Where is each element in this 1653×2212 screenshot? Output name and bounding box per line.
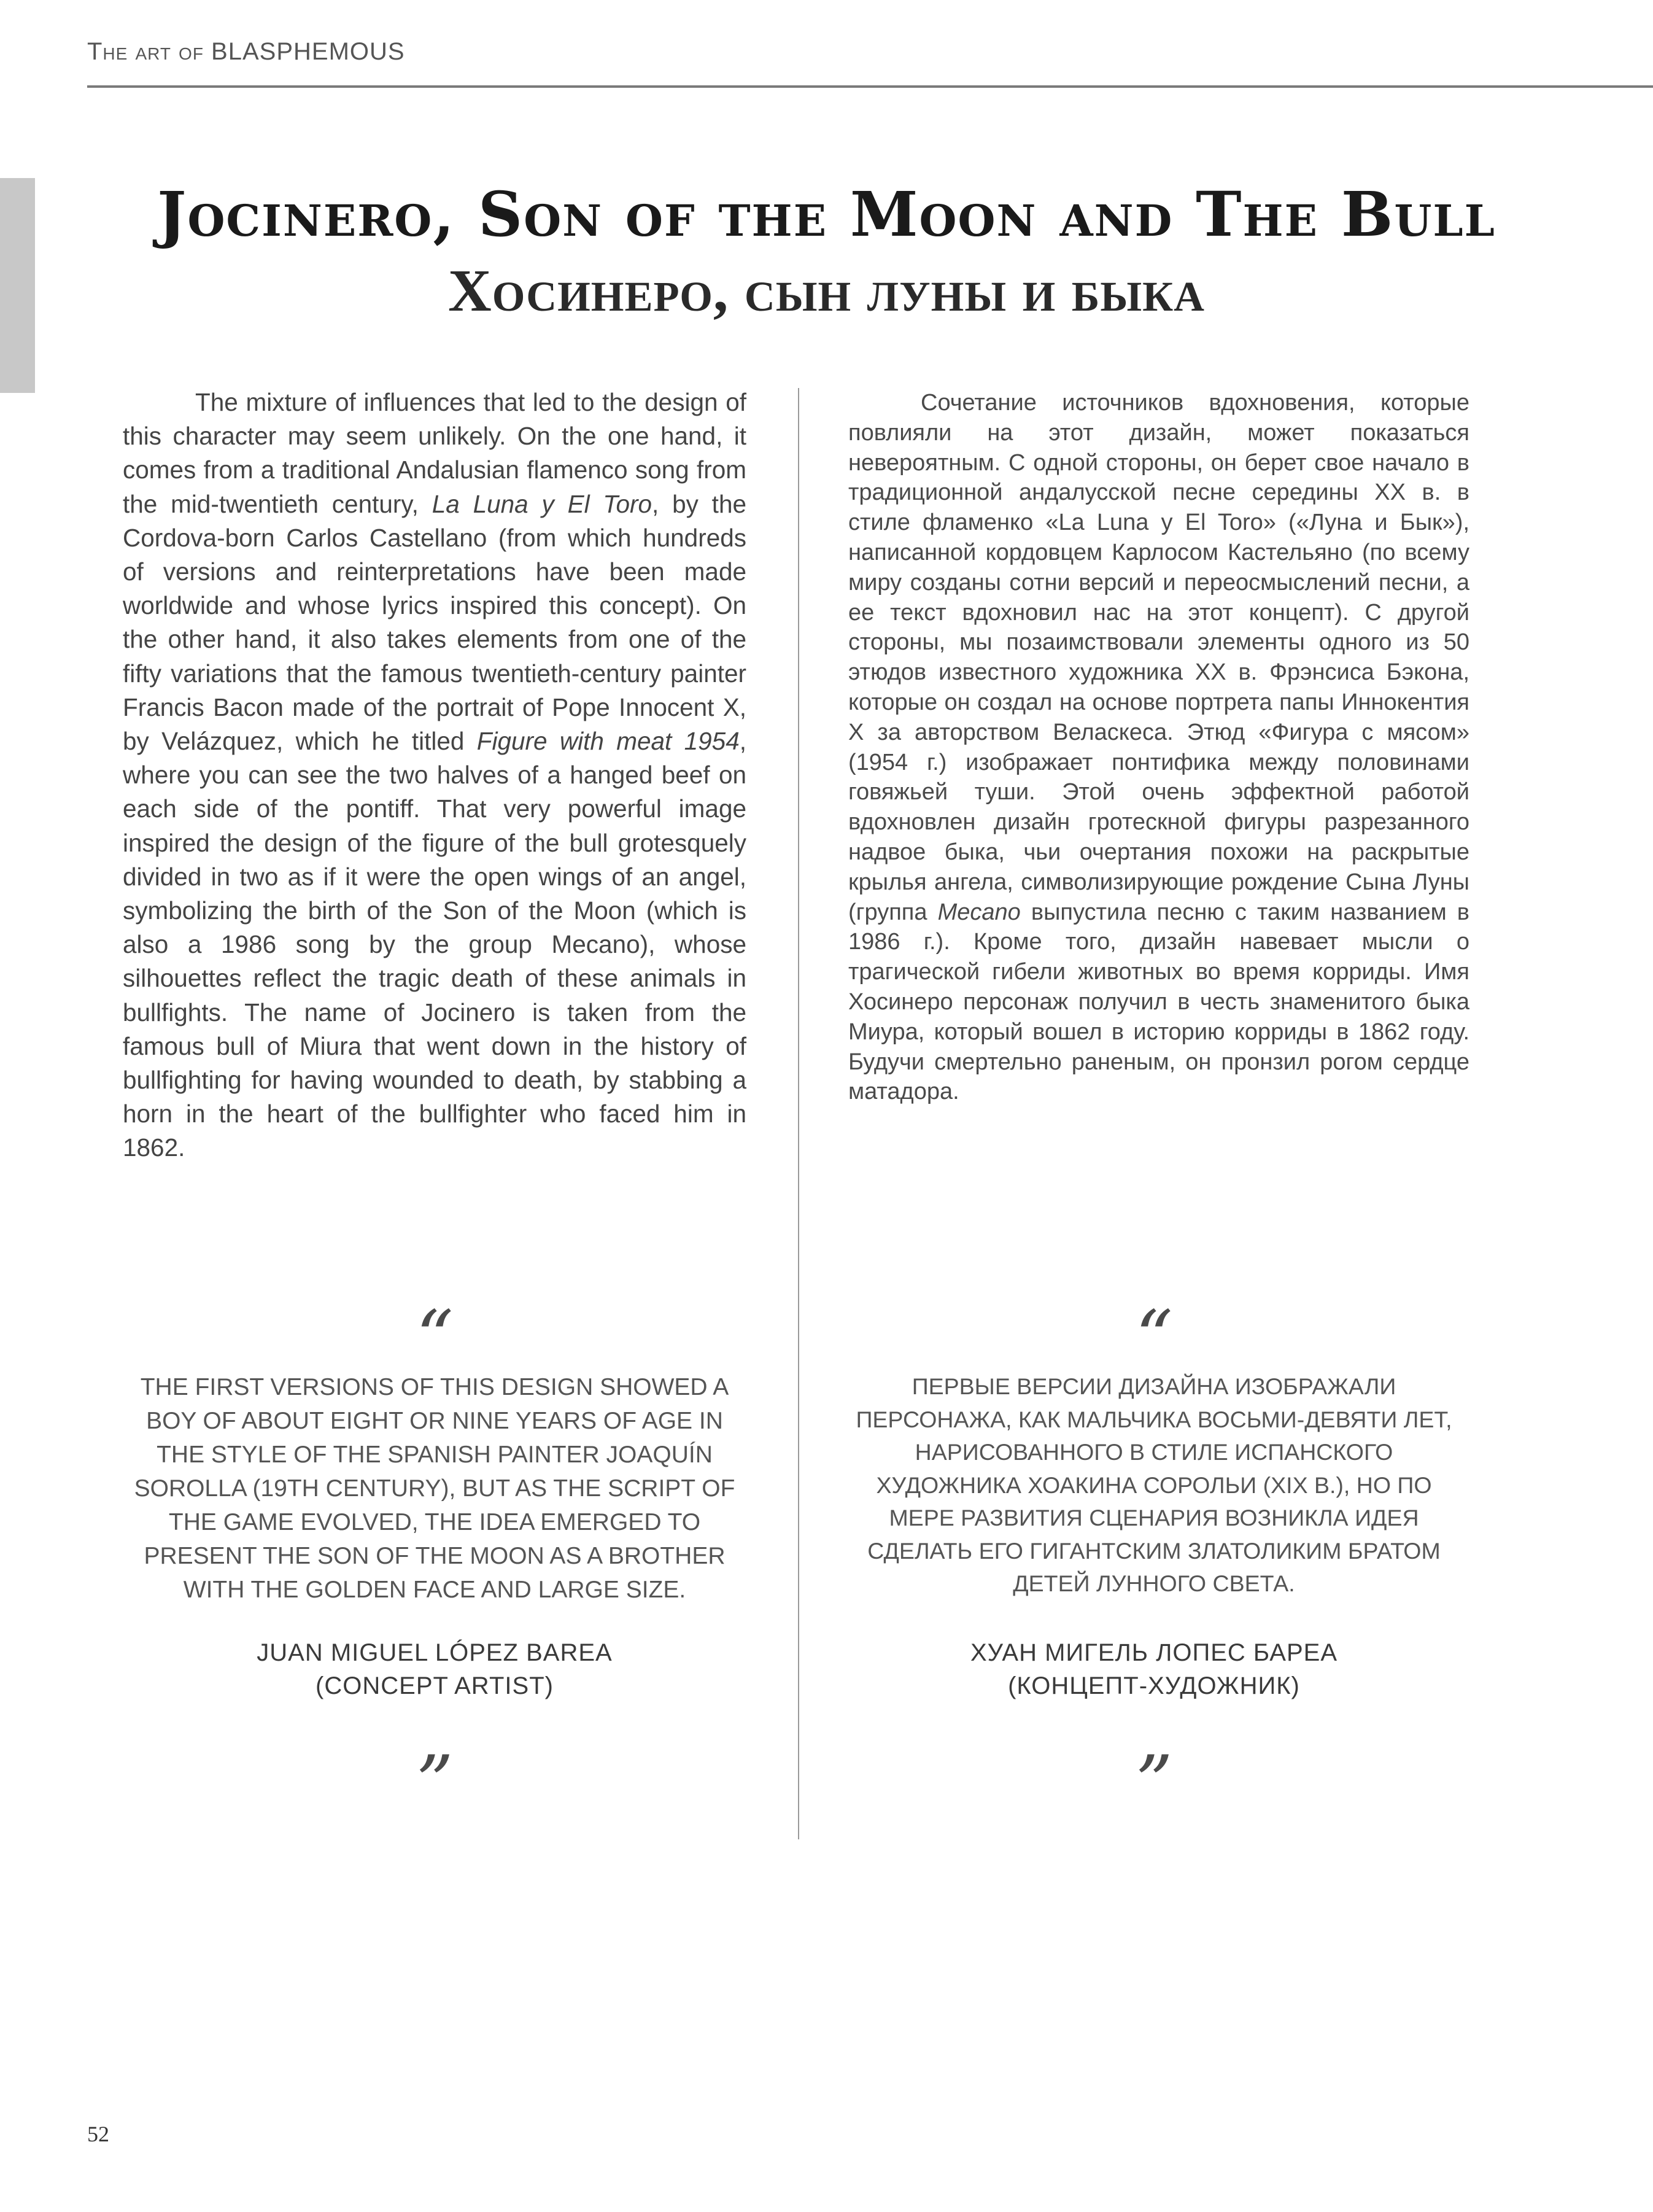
open-quote-icon: “ xyxy=(1135,1295,1173,1381)
close-quote-icon: ” xyxy=(1135,1740,1173,1826)
running-header: The art of BLASPHEMOUS xyxy=(87,38,405,65)
quote-author-name: ХУАН МИГЕЛЬ ЛОПЕС БАРЕА xyxy=(970,1639,1337,1666)
page-title-ru: Хосинеро, сын луны и быка xyxy=(447,258,1206,324)
body-paragraph-ru xyxy=(848,388,1469,1107)
quote-attribution-en xyxy=(128,1636,741,1702)
close-quote-icon: ” xyxy=(416,1740,454,1826)
quote-text-ru: ПЕРВЫЕ ВЕРСИИ ДИЗАЙНА ИЗОБРАЖАЛИ ПЕРСОНАЖА, КАК МАЛЬЧИКА ВОСЬМИ-ДЕВЯТИ ЛЕТ, НАРИСОВАННОГО В СТИЛЕ ИСПАНСКОГО ХУДОЖНИКА ХОАКИНА СОРОЛЬИ (XIX В.), НО ПО МЕРЕ РАЗВИТИЯ СЦЕНАРИЯ ВОЗНИКЛА ИДЕЯ СДЕЛАТЬ ЕГО ГИГАНТСКИМ ЗЛАТОЛИКИМ БРАТОМ ДЕТЕЙ ЛУННОГО СВЕТА. xyxy=(856,1373,1452,1596)
column-divider xyxy=(798,388,799,1839)
body-text-segment: The mixture of influences that led to the design of this character may seem unlikely. On the one hand, it comes from a traditional Andalusian flamenco song from the mid-twentieth century, xyxy=(123,388,746,518)
header-rule xyxy=(87,85,1653,88)
body-text-ru xyxy=(848,388,1469,1107)
open-quote-icon: “ xyxy=(416,1295,454,1381)
page-number: 52 xyxy=(87,2122,109,2146)
song-title-italic: La Luna y El Toro xyxy=(432,489,652,518)
body-text-en xyxy=(123,386,746,1165)
body-text-segment: , by the Cordova-born Carlos Castellano (from which hundreds of versions and reinterpretations have been made worldwide and whose lyrics inspired this concept). On the other hand, it also takes elements from one of the fifty variations that the famous twentieth-century painter Francis Bacon made of the portrait of Pope Innocent X, by Velázquez, which he titled xyxy=(123,489,746,756)
painting-title-italic: Figure with meat 1954 xyxy=(476,727,740,756)
body-text-segment: Сочетание источников вдохновения, которые повлияли на этот дизайн, может показаться невероятным. С одной стороны, он берет свое начало в традиционной андалусской песне середины XX в. в стиле фламенко «La Luna y El Toro» («Луна и Бык»), написанной кордовцем Карлосом Кастельяно (по всему миру созданы сотни версий и переосмыслений песни, а ее текст вдохновил нас на этот концепт). С другой стороны, мы позаимствовали элементы одного из 50 этюдов известного художника XX в. Фрэнсиса Бэкона, которые он создал на основе портрета папы Иннокентия X за авторством Веласкеса. Этюд «Фигура с мясом» (1954 г.) изображает понтифика между половинами говяжьей туши. Этой очень эффектной работой вдохновлен дизайн гротескной фигуры разрезанного надвое быка, чьи очертания похожи на раскрытые крылья ангела, символизирующие рождение Сына Луны (группа xyxy=(848,390,1469,925)
quote-author-role: (CONCEPT ARTIST) xyxy=(316,1672,554,1699)
quote-attribution-ru xyxy=(847,1636,1461,1702)
band-name-italic: Mecano xyxy=(937,899,1021,925)
page-title-en: Jocinero, Son of the Moon and The Bull xyxy=(157,178,1496,250)
body-text-segment: , where you can see the two halves of a hanged beef on each side of the pontiff. That very powerful image inspired the design of the figure of the bull grotesquely divided in two as if it were the open wings of an angel, symbolizing the birth of the Son of the Moon (which is also a 1986 song by the group Mecano), whose silhouettes reflect the tragic death of these animals in bullfights. The name of Jocinero is taken from the famous bull of Miura that went down in the history of bullfighting for having wounded to death, by stabbing a horn in the heart of the bullfighter who faced him in 1862. xyxy=(123,727,746,1162)
quote-author-name: JUAN MIGUEL LÓPEZ BAREA xyxy=(257,1639,613,1666)
body-paragraph-en xyxy=(123,386,746,1165)
quote-text-en: THE FIRST VERSIONS OF THIS DESIGN SHOWED A BOY OF ABOUT EIGHT OR NINE YEARS OF AGE IN THE STYLE OF THE SPANISH PAINTER JOAQUÍN SOROLLA (19TH CENTURY), BUT AS THE SCRIPT OF THE GAME EVOLVED, THE IDEA EMERGED TO PRESENT THE SON OF THE MOON AS A BROTHER WITH THE GOLDEN FACE AND LARGE SIZE. xyxy=(134,1374,735,1603)
body-text-segment: выпустила песню с таким названием в 1986 г.). Кроме того, дизайн навевает мысли о трагической гибели животных во время корриды. Имя Хосинеро персонаж получил в честь знаменитого быка Миура, который вошел в историю корриды в 1862 году. Будучи смертельно раненым, он пронзил рогом сердце матадора. xyxy=(848,899,1469,1105)
quote-author-role: (КОНЦЕПТ-ХУДОЖНИК) xyxy=(1008,1672,1300,1699)
